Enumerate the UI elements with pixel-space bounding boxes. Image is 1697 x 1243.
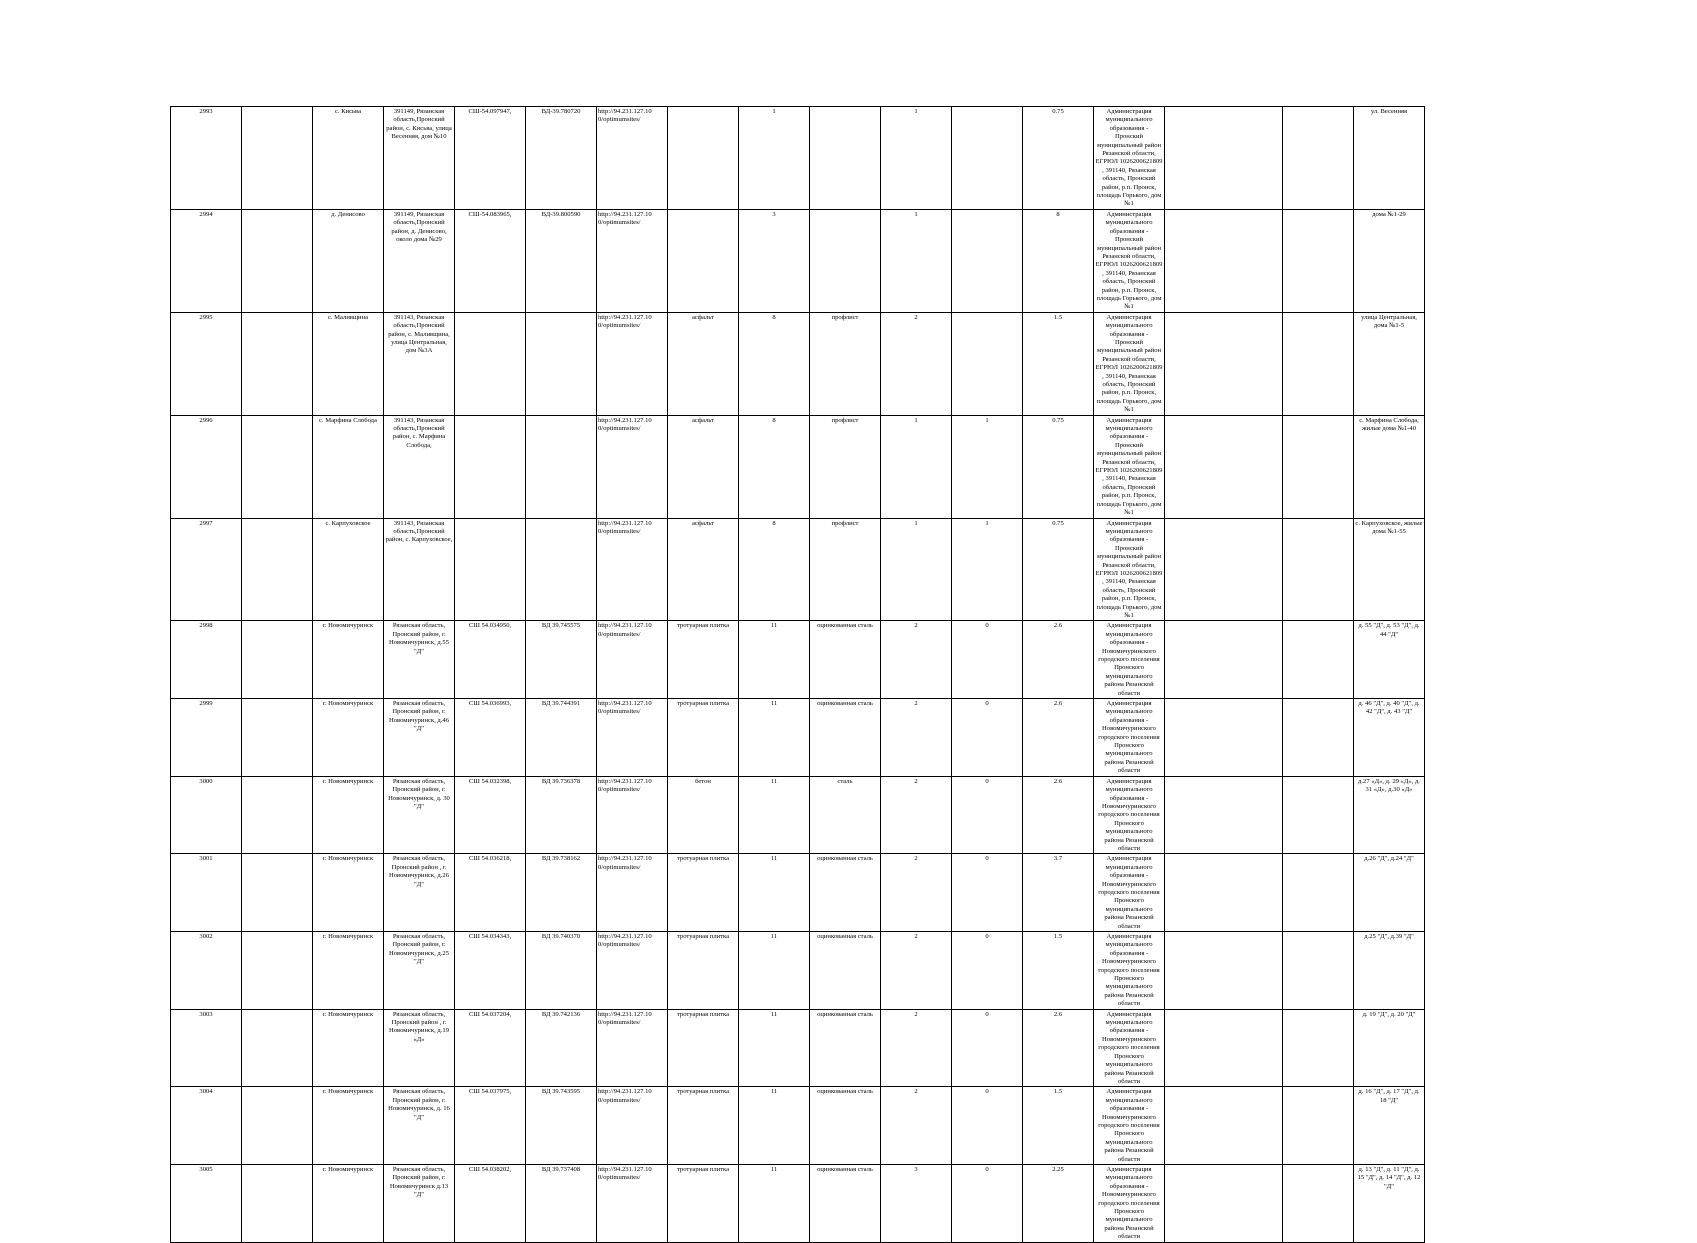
map-link-cell[interactable]: http://94.231.127.10 0/optimumsites/ <box>597 1087 668 1165</box>
served-objects-cell: д.25 "Д", д.39 "Д" <box>1354 932 1425 1010</box>
fence-cell: профлист <box>810 415 881 518</box>
settlement-cell: с. Маливщина <box>313 312 384 415</box>
operator-cell: Администрация муниципального образования - Пронский муниципальный район Рязанской области, ЕГРЮЛ 1026200621809 , 391140, Рязанская область, Пронский район, р.п. Пронск, площадь Горького, дом №1 <box>1094 518 1165 621</box>
map-link-cell[interactable]: http://94.231.127.10 0/optimumsites/ <box>597 312 668 415</box>
area-cell: 8 <box>739 312 810 415</box>
operator-cell: Администрация муниципального образования - Новомичуринского городского поселения Пронского муниципального района Рязанской области <box>1094 699 1165 777</box>
area-cell: 3 <box>739 209 810 312</box>
area-cell: 11 <box>739 1164 810 1242</box>
fence-cell: оцинкованная сталь <box>810 854 881 932</box>
surface-cell <box>668 107 739 210</box>
registry-sheet <box>170 106 1458 1243</box>
extra-containers-cell: 0 <box>952 932 1023 1010</box>
latitude-cell: СШ-54.083965, <box>455 209 526 312</box>
served-objects-cell: д. 13 "Д", д. 11 "Д", д. 15 "Д", д. 14 "Д", д. 12 "Д" <box>1354 1164 1425 1242</box>
empty-cell <box>1165 932 1283 1010</box>
containers-cell: 2 <box>881 932 952 1010</box>
fence-cell: оцинкованная сталь <box>810 1009 881 1087</box>
empty-cell <box>1283 209 1354 312</box>
volume-cell: 8 <box>1023 209 1094 312</box>
row-number-cell: 3000 <box>171 776 242 854</box>
map-link-cell[interactable]: http://94.231.127.10 0/optimumsites/ <box>597 415 668 518</box>
volume-cell: 2.6 <box>1023 699 1094 777</box>
table-row <box>171 621 1517 699</box>
operator-cell: Администрация муниципального образования - Новомичуринского городского поселения Пронского муниципального района Рязанской области <box>1094 932 1165 1010</box>
surface-cell: тротуарная плитка <box>668 854 739 932</box>
operator-cell: Администрация муниципального образования - Пронский муниципальный район Рязанской области, ЕГРЮЛ 1026200621809 , 391140, Рязанская область, Пронский район, р.п. Пронск, площадь Горького, дом №1 <box>1094 312 1165 415</box>
settlement-cell: г. Новомичуринск <box>313 1009 384 1087</box>
containers-cell: 1 <box>881 107 952 210</box>
operator-cell: Администрация муниципального образования - Новомичуринского городского поселения Пронского муниципального района Рязанской области <box>1094 854 1165 932</box>
longitude-cell: ВД-39.800590 <box>526 209 597 312</box>
row-number-cell: 2994 <box>171 209 242 312</box>
fence-cell: оцинкованная сталь <box>810 1087 881 1165</box>
settlement-cell: г. Новомичуринск <box>313 776 384 854</box>
address-cell: 391143, Рязанская область,Пронский район, с. Карпуховское, <box>384 518 455 621</box>
table-row <box>171 209 1517 312</box>
empty-cell <box>1283 621 1354 699</box>
containers-cell: 1 <box>881 518 952 621</box>
operator-cell: Администрация муниципального образования - Пронский муниципальный район Рязанской области, ЕГРЮЛ 1026200621809 , 391140, Рязанская область, Пронский район, р.п. Пронск, площадь Горького, дом №1 <box>1094 209 1165 312</box>
latitude-cell: СШ 54.038202, <box>455 1164 526 1242</box>
area-cell: 8 <box>739 415 810 518</box>
extra-containers-cell <box>952 209 1023 312</box>
surface-cell: тротуарная плитка <box>668 1087 739 1165</box>
empty-cell <box>1165 1164 1283 1242</box>
address-cell: 391143, Рязанская область,Пронский район, с. Маливщина, улица Центральная, дом №3А <box>384 312 455 415</box>
map-link-cell[interactable]: http://94.231.127.10 0/optimumsites/ <box>597 518 668 621</box>
served-objects-cell: с. Марфина Слобода, жилые дома №1-40 <box>1354 415 1425 518</box>
empty-cell <box>1165 776 1283 854</box>
extra-containers-cell: 0 <box>952 854 1023 932</box>
address-cell: 391149, Рязанская область,Пронский район, д. Денисово, около дома №29 <box>384 209 455 312</box>
containers-cell: 2 <box>881 854 952 932</box>
table-row <box>171 518 1517 621</box>
owner-cell <box>242 209 313 312</box>
empty-cell <box>1165 415 1283 518</box>
map-link-cell[interactable]: http://94.231.127.10 0/optimumsites/ <box>597 107 668 210</box>
operator-cell: Администрация муниципального образования - Новомичуринского городского поселения Пронского муниципального района Рязанской области <box>1094 1087 1165 1165</box>
owner-cell <box>242 1087 313 1165</box>
empty-cell <box>1165 518 1283 621</box>
owner-cell <box>242 621 313 699</box>
longitude-cell: ВД 39.740370 <box>526 932 597 1010</box>
area-cell: 11 <box>739 1087 810 1165</box>
row-number-cell: 2996 <box>171 415 242 518</box>
area-cell: 8 <box>739 518 810 621</box>
volume-cell: 3.7 <box>1023 854 1094 932</box>
owner-cell <box>242 312 313 415</box>
volume-cell: 1.5 <box>1023 932 1094 1010</box>
latitude-cell: СШ-54.097947, <box>455 107 526 210</box>
settlement-cell: г. Новомичуринск <box>313 621 384 699</box>
longitude-cell: ВД 39.737408 <box>526 1164 597 1242</box>
owner-cell <box>242 699 313 777</box>
surface-cell: тротуарная плитка <box>668 699 739 777</box>
volume-cell: 1.5 <box>1023 1087 1094 1165</box>
table-row <box>171 932 1517 1010</box>
address-cell: Рязанская область, Пронский район, г. Новомичуринск, д.55 "Д" <box>384 621 455 699</box>
map-link-cell[interactable]: http://94.231.127.10 0/optimumsites/ <box>597 776 668 854</box>
extra-containers-cell: 0 <box>952 776 1023 854</box>
longitude-cell <box>526 312 597 415</box>
surface-cell: асфальт <box>668 312 739 415</box>
latitude-cell: СШ 54.034343, <box>455 932 526 1010</box>
operator-cell: Администрация муниципального образования - Новомичуринского городского поселения Пронского муниципального района Рязанской области <box>1094 1164 1165 1242</box>
table-row <box>171 312 1517 415</box>
extra-containers-cell <box>952 107 1023 210</box>
table-row <box>171 854 1517 932</box>
surface-cell: тротуарная плитка <box>668 1009 739 1087</box>
served-objects-cell: улица Центральная, дома №1-5 <box>1354 312 1425 415</box>
served-objects-cell: д. 19 "Д", д. 20 "Д" <box>1354 1009 1425 1087</box>
surface-cell: тротуарная плитка <box>668 1164 739 1242</box>
longitude-cell: ВД 39.738162 <box>526 854 597 932</box>
map-link-cell[interactable]: http://94.231.127.10 0/optimumsites/ <box>597 699 668 777</box>
extra-containers-cell: 0 <box>952 621 1023 699</box>
fence-cell: оцинкованная сталь <box>810 699 881 777</box>
map-link-cell[interactable]: http://94.231.127.10 0/optimumsites/ <box>597 1164 668 1242</box>
address-cell: Рязанская область, Пронский район , г. Новомичуринск, д.26 "Д" <box>384 854 455 932</box>
containers-cell: 2 <box>881 776 952 854</box>
empty-cell <box>1165 312 1283 415</box>
extra-containers-cell: 0 <box>952 1164 1023 1242</box>
empty-cell <box>1283 1009 1354 1087</box>
latitude-cell: СШ 54.037204, <box>455 1009 526 1087</box>
containers-cell: 3 <box>881 1164 952 1242</box>
empty-cell <box>1283 1164 1354 1242</box>
fence-cell: профлист <box>810 312 881 415</box>
surface-cell: бетон <box>668 776 739 854</box>
empty-cell <box>1165 854 1283 932</box>
address-cell: Рязанская область, Пронский район, г. Новомичуринск, д. 16 "Д" <box>384 1087 455 1165</box>
area-cell: 11 <box>739 699 810 777</box>
longitude-cell: ВД 39.736378 <box>526 776 597 854</box>
extra-containers-cell: 1 <box>952 518 1023 621</box>
latitude-cell <box>455 415 526 518</box>
settlement-cell: с. Карпуховское <box>313 518 384 621</box>
owner-cell <box>242 1164 313 1242</box>
latitude-cell: СШ 54.036993, <box>455 699 526 777</box>
table-body <box>171 107 1517 1243</box>
row-number-cell: 3002 <box>171 932 242 1010</box>
served-objects-cell: д. 55 "Д", д. 53 "Д", д. 44 "Д" <box>1354 621 1425 699</box>
surface-cell <box>668 209 739 312</box>
surface-cell: тротуарная плитка <box>668 621 739 699</box>
served-objects-cell: д. 46 "Д", д. 40 "Д", д. 42 "Д", д. 43 "Д" <box>1354 699 1425 777</box>
address-cell: Рязанская область, Пронский район, г. Новомичуринск, д. 30 "Д" <box>384 776 455 854</box>
owner-cell <box>242 107 313 210</box>
address-cell: Рязанская область, Пронский район, г. Новомичуринск д.13 "Д" <box>384 1164 455 1242</box>
longitude-cell: ВД 39.745575 <box>526 621 597 699</box>
extra-containers-cell: 0 <box>952 1009 1023 1087</box>
latitude-cell: СШ 54.032398, <box>455 776 526 854</box>
volume-cell: 0.75 <box>1023 415 1094 518</box>
empty-cell <box>1165 1009 1283 1087</box>
settlement-cell: г. Новомичуринск <box>313 699 384 777</box>
longitude-cell <box>526 415 597 518</box>
owner-cell <box>242 776 313 854</box>
latitude-cell: СШ 54.034950, <box>455 621 526 699</box>
containers-cell: 2 <box>881 621 952 699</box>
row-number-cell: 2997 <box>171 518 242 621</box>
empty-cell <box>1283 776 1354 854</box>
containers-cell: 1 <box>881 415 952 518</box>
empty-cell <box>1283 107 1354 210</box>
latitude-cell <box>455 518 526 621</box>
empty-cell <box>1165 699 1283 777</box>
volume-cell: 2.6 <box>1023 621 1094 699</box>
operator-cell: Администрация муниципального образования - Новомичуринского городского поселения Пронского муниципального района Рязанской области <box>1094 1009 1165 1087</box>
map-link-cell[interactable]: http://94.231.127.10 0/optimumsites/ <box>597 209 668 312</box>
settlement-cell: с. Кисьва <box>313 107 384 210</box>
owner-cell <box>242 518 313 621</box>
table-row <box>171 776 1517 854</box>
table-row <box>171 1087 1517 1165</box>
fence-cell: оцинкованная сталь <box>810 932 881 1010</box>
extra-containers-cell: 1 <box>952 415 1023 518</box>
volume-cell: 2.6 <box>1023 776 1094 854</box>
map-link-cell[interactable]: http://94.231.127.10 0/optimumsites/ <box>597 1009 668 1087</box>
operator-cell: Администрация муниципального образования - Новомичуринского городского поселения Пронского муниципального района Рязанской области <box>1094 776 1165 854</box>
row-number-cell: 2995 <box>171 312 242 415</box>
longitude-cell: ВД 39.743595 <box>526 1087 597 1165</box>
longitude-cell <box>526 518 597 621</box>
row-number-cell: 2998 <box>171 621 242 699</box>
volume-cell: 2.25 <box>1023 1164 1094 1242</box>
address-cell: 391149, Рязанская область,Пронский район, с. Кисьва, улица Весенняя, дом №10 <box>384 107 455 210</box>
row-number-cell: 2993 <box>171 107 242 210</box>
area-cell: 11 <box>739 621 810 699</box>
latitude-cell: СШ 54.036218, <box>455 854 526 932</box>
extra-containers-cell: 0 <box>952 1087 1023 1165</box>
extra-containers-cell <box>952 312 1023 415</box>
empty-cell <box>1283 518 1354 621</box>
containers-cell: 2 <box>881 312 952 415</box>
map-link-cell[interactable]: http://94.231.127.10 0/optimumsites/ <box>597 854 668 932</box>
empty-cell <box>1283 312 1354 415</box>
owner-cell <box>242 932 313 1010</box>
settlement-cell: д. Денисово <box>313 209 384 312</box>
table-row <box>171 107 1517 210</box>
row-number-cell: 3005 <box>171 1164 242 1242</box>
operator-cell: Администрация муниципального образования - Новомичуринского городского поселения Пронского муниципального района Рязанской области <box>1094 621 1165 699</box>
fence-cell <box>810 209 881 312</box>
served-objects-cell: дома №1-29 <box>1354 209 1425 312</box>
fence-cell: оцинкованная сталь <box>810 621 881 699</box>
address-cell: Рязанская область, Пронский район , г. Новомичуринск, д.19 «Д» <box>384 1009 455 1087</box>
settlement-cell: с. Марфина Слобода <box>313 415 384 518</box>
map-link-cell[interactable]: http://94.231.127.10 0/optimumsites/ <box>597 621 668 699</box>
empty-cell <box>1283 854 1354 932</box>
address-cell: 391143, Рязанская область,Пронский район, с. Марфина Слобода, <box>384 415 455 518</box>
fence-cell: профлист <box>810 518 881 621</box>
row-number-cell: 3001 <box>171 854 242 932</box>
latitude-cell <box>455 312 526 415</box>
empty-cell <box>1165 209 1283 312</box>
table-row <box>171 699 1517 777</box>
owner-cell <box>242 854 313 932</box>
empty-cell <box>1165 1087 1283 1165</box>
fence-cell: сталь <box>810 776 881 854</box>
empty-cell <box>1165 621 1283 699</box>
empty-cell <box>1283 699 1354 777</box>
volume-cell: 0.75 <box>1023 107 1094 210</box>
operator-cell: Администрация муниципального образования - Пронский муниципальный район Рязанской области, ЕГРЮЛ 1026200621809 , 391140, Рязанская область, Пронский район, р.п. Пронск, площадь Горького, дом №1 <box>1094 415 1165 518</box>
settlement-cell: г. Новомичуринск <box>313 932 384 1010</box>
served-objects-cell: с. Карпуховское, жилые дома №1-55 <box>1354 518 1425 621</box>
longitude-cell: ВД 39.742136 <box>526 1009 597 1087</box>
area-cell: 11 <box>739 854 810 932</box>
longitude-cell: ВД-39.780720 <box>526 107 597 210</box>
containers-cell: 1 <box>881 209 952 312</box>
served-objects-cell: д.27 «Д», д. 29 «Д», д. 31 «Д», д.30 «Д» <box>1354 776 1425 854</box>
settlement-cell: г. Новомичуринск <box>313 1087 384 1165</box>
surface-cell: асфальт <box>668 415 739 518</box>
containers-cell: 2 <box>881 1009 952 1087</box>
volume-cell: 0.75 <box>1023 518 1094 621</box>
empty-cell <box>1283 1087 1354 1165</box>
empty-cell <box>1283 415 1354 518</box>
containers-cell: 2 <box>881 699 952 777</box>
served-objects-cell: д.26 "Д", д.24 "Д" <box>1354 854 1425 932</box>
row-number-cell: 3003 <box>171 1009 242 1087</box>
address-cell: Рязанская область, Пронский район, г. Новомичуринск, д.46 "Д" <box>384 699 455 777</box>
served-objects-cell: д. 16 "Д", д. 17 "Д", д. 18 "Д" <box>1354 1087 1425 1165</box>
longitude-cell: ВД 39.744391 <box>526 699 597 777</box>
row-number-cell: 3004 <box>171 1087 242 1165</box>
area-cell: 1 <box>739 107 810 210</box>
registry-table <box>170 106 1517 1243</box>
empty-cell <box>1165 107 1283 210</box>
containers-cell: 2 <box>881 1087 952 1165</box>
settlement-cell: г. Новомичуринск <box>313 854 384 932</box>
volume-cell: 2.6 <box>1023 1009 1094 1087</box>
settlement-cell: г. Новомичуринск <box>313 1164 384 1242</box>
served-objects-cell: ул. Весенняя <box>1354 107 1425 210</box>
surface-cell: тротуарная плитка <box>668 932 739 1010</box>
extra-containers-cell: 0 <box>952 699 1023 777</box>
owner-cell <box>242 1009 313 1087</box>
table-row <box>171 1164 1517 1242</box>
fence-cell: оцинкованная сталь <box>810 1164 881 1242</box>
surface-cell: асфальт <box>668 518 739 621</box>
empty-cell <box>1283 932 1354 1010</box>
area-cell: 11 <box>739 776 810 854</box>
area-cell: 11 <box>739 932 810 1010</box>
row-number-cell: 2999 <box>171 699 242 777</box>
table-row <box>171 1009 1517 1087</box>
map-link-cell[interactable]: http://94.231.127.10 0/optimumsites/ <box>597 932 668 1010</box>
area-cell: 11 <box>739 1009 810 1087</box>
address-cell: Рязанская область, Пронский район, г. Новомичуринск, д.25 "Д" <box>384 932 455 1010</box>
volume-cell: 1.5 <box>1023 312 1094 415</box>
owner-cell <box>242 415 313 518</box>
latitude-cell: СШ 54.037975, <box>455 1087 526 1165</box>
table-row <box>171 415 1517 518</box>
fence-cell <box>810 107 881 210</box>
operator-cell: Администрация муниципального образования - Пронский муниципальный район Рязанской области, ЕГРЮЛ 1026200621809 , 391140, Рязанская область, Пронский район, р.п. Пронск, площадь Горького, дом №1 <box>1094 107 1165 210</box>
